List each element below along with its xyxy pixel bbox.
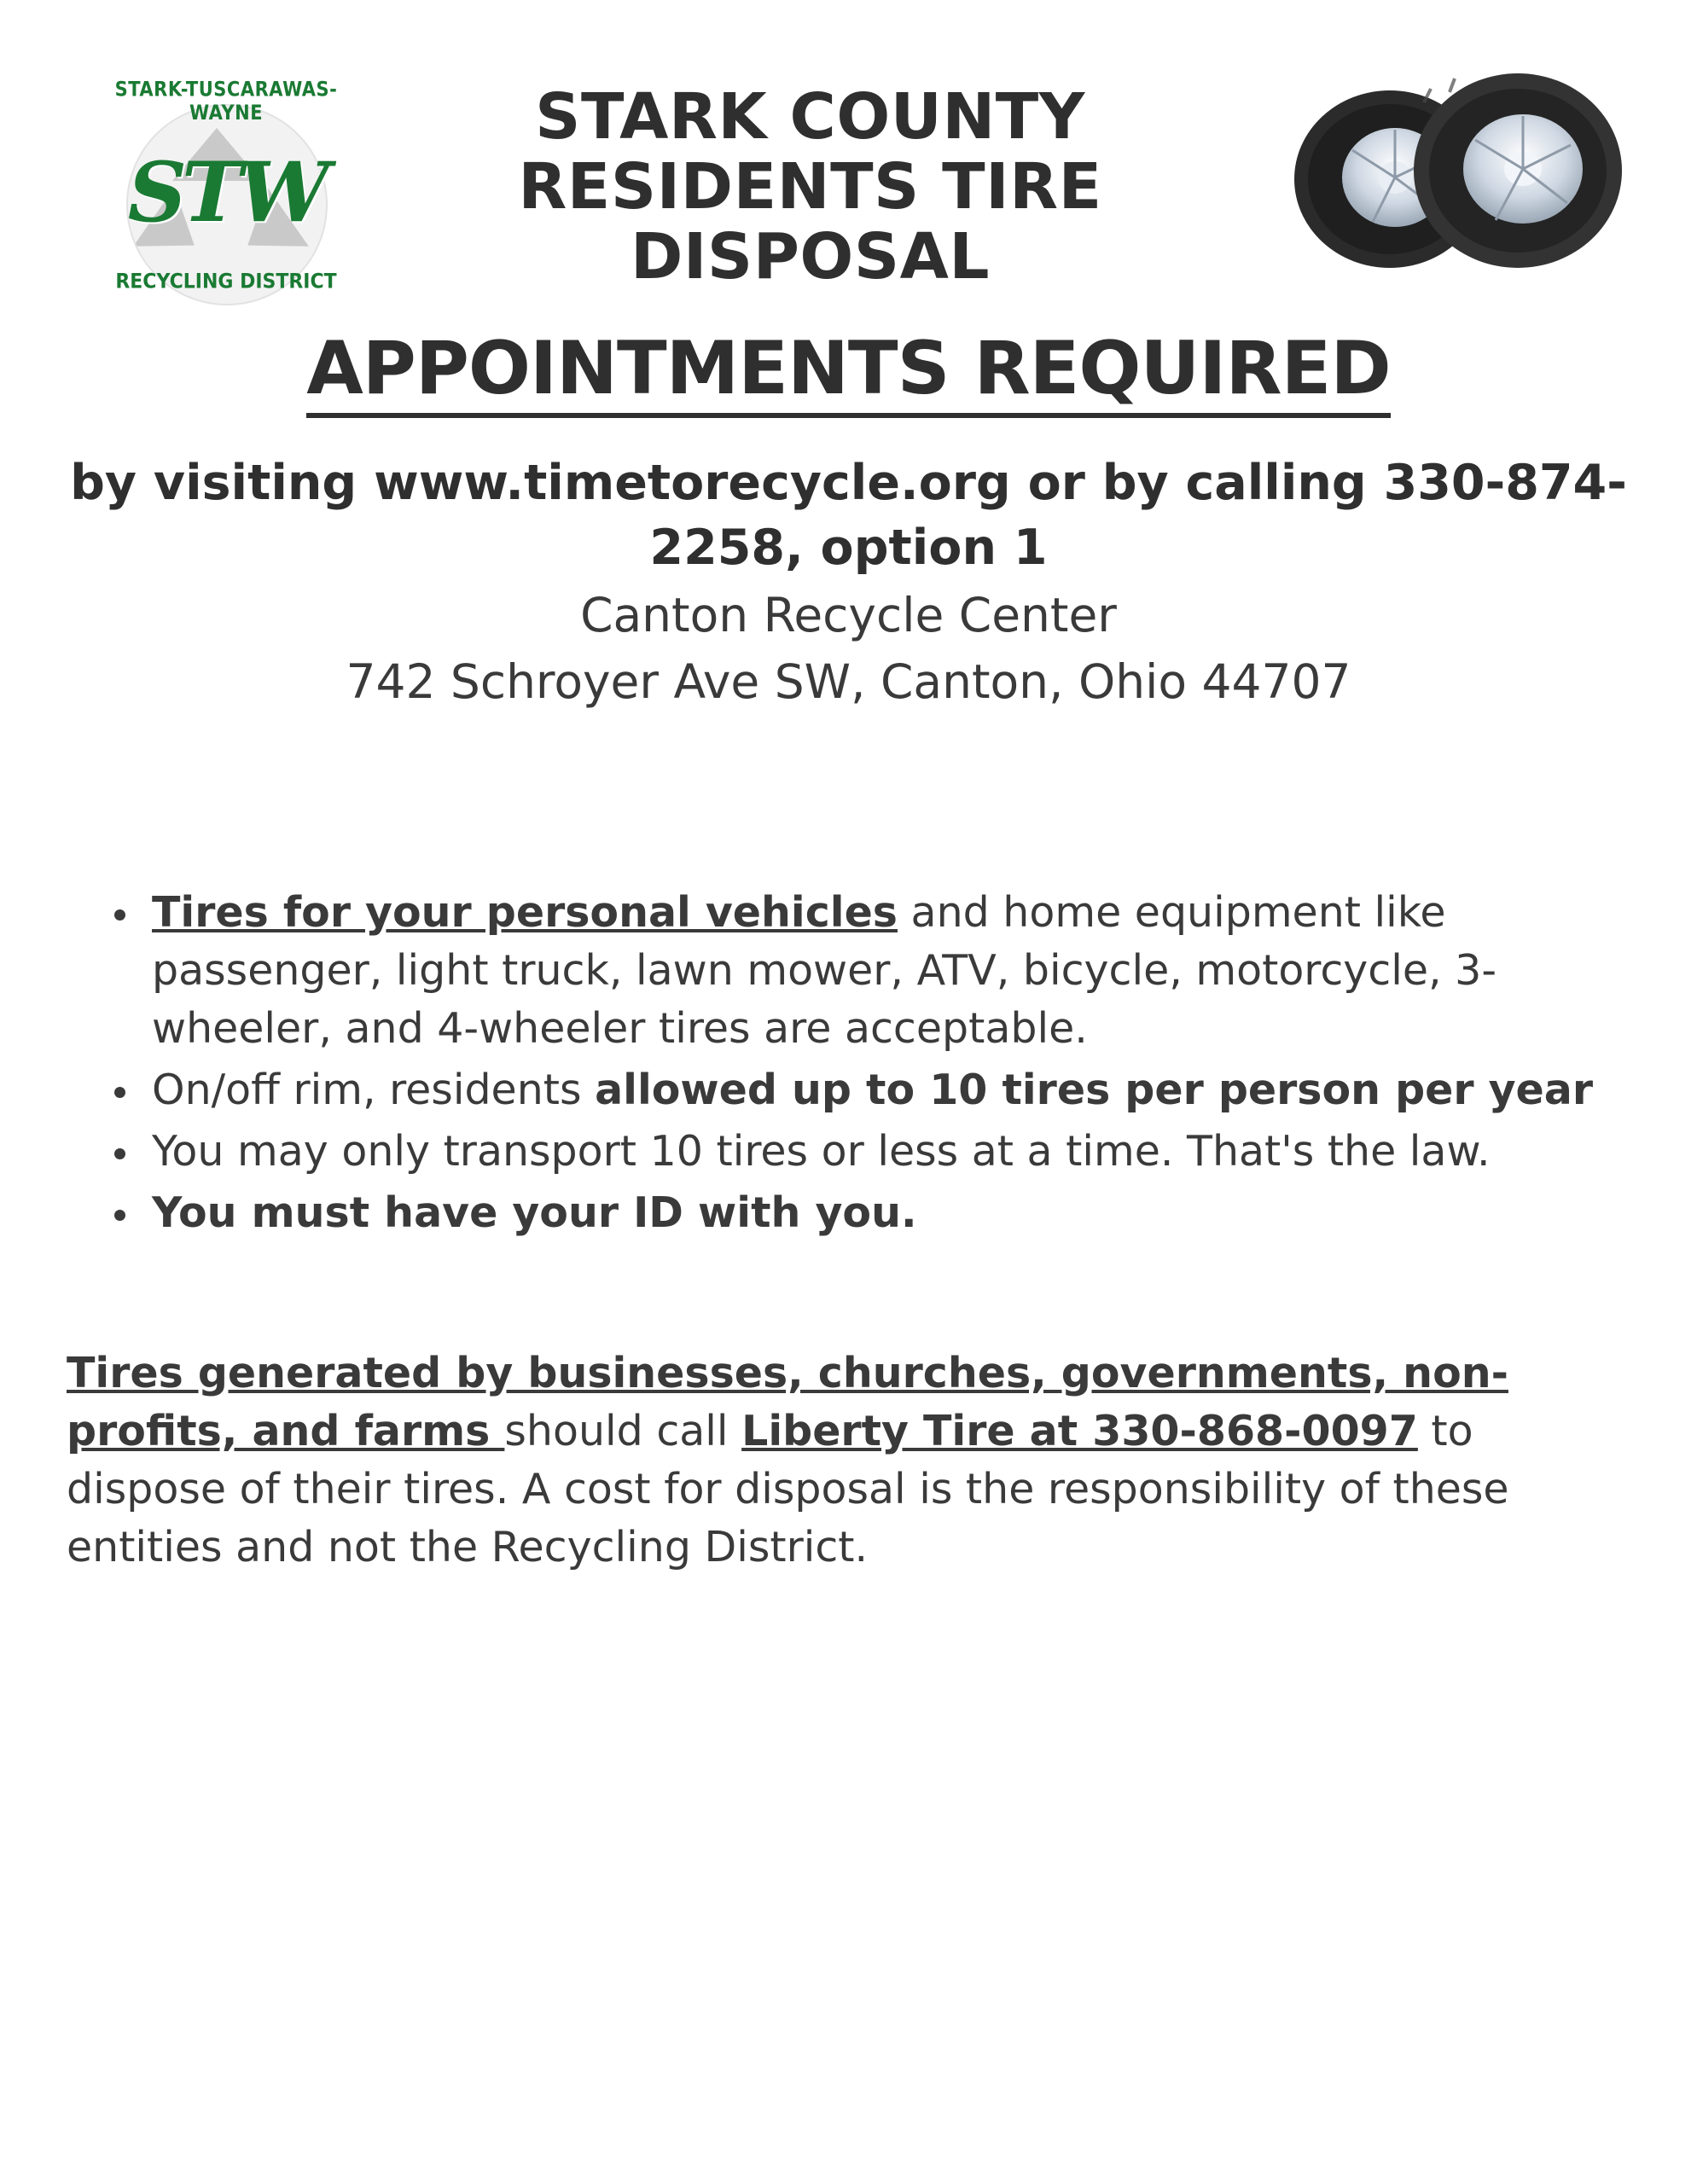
list-item [102,1123,1603,1181]
business-disposal-note [0,1345,1697,1577]
rules-list [0,884,1697,1242]
stw-recycling-district-logo [102,51,350,333]
facility-name: Canton Recycle Center [580,588,1117,642]
appointments-required-headline [0,326,1697,411]
list-item [102,1184,1603,1242]
title-block [350,51,1270,292]
list-item [102,1061,1603,1119]
stacked-tires-image [1270,51,1637,307]
bullet-4-text: You must have your ID with you. [152,1188,917,1237]
facility-address: 742 Schroyer Ave SW, Canton, Ohio 44707 [346,654,1351,709]
logo-bottom-text: RECYCLING DISTRICT [115,270,337,294]
list-item [102,884,1603,1058]
page-title: STARK COUNTY RESIDENTS TIRE DISPOSAL [518,80,1102,293]
footer-underline-1: Tires generated by businesses, churches, governments, non-profits, and farms [67,1349,1508,1455]
logo-monogram: STW [127,144,325,241]
footer-mid: should call [504,1407,742,1455]
header [0,0,1697,307]
appointments-required-text: APPOINTMENTS REQUIRED [306,326,1390,418]
tire-illustration [1270,51,1637,307]
footer-tail: to dispose of their tires. A cost for disposal is the responsibility of these entities and not the Recycling District. [67,1407,1509,1571]
footer-underline-2: Liberty Tire at 330-868-0097 [741,1407,1418,1455]
bullet-2-lead: On/off rim, residents [152,1066,596,1114]
bullet-1-rest: and home equipment like passenger, light truck, lawn mower, ATV, bicycle, motorcycle, 3-wheeler, and 4-wheeler tires are acceptable. [152,888,1497,1053]
bullet-3-text: You may only transport 10 tires or less at a time. That's the law. [152,1127,1491,1176]
contact-line: by visiting www.timetorecycle.org or by calling 330-874-2258, option 1 [70,455,1627,576]
bullet-2-strong: allowed up to 10 tires per person per year [595,1066,1594,1114]
bullet-1-emphasis: Tires for your personal vehicles [152,888,898,937]
logo-arc-text: STARK-TUSCARAWAS-WAYNE [114,77,338,125]
